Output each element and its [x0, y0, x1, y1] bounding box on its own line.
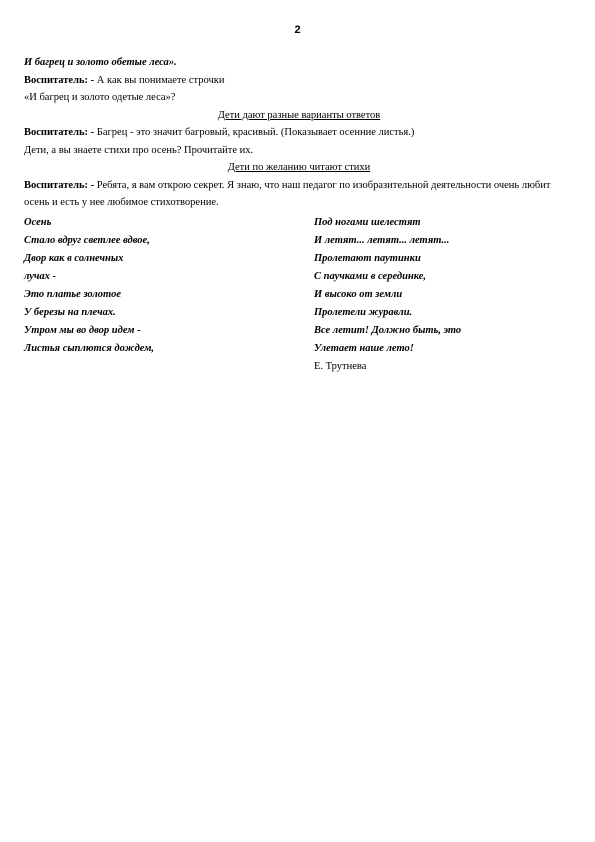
- stage-direction-answers: Дети дают разные варианты ответов: [217, 109, 381, 121]
- poem-line: У березы на плечах.: [24, 307, 116, 318]
- quote-question: «И багрец и золото одетые леса»?: [24, 92, 176, 103]
- poem-left-column: [24, 214, 294, 358]
- teacher-secret-text: Ребята, я вам открою секрет. Я знаю, что наш педагог по изобразительной деятельности очень любит осень и есть у нее любимое стихотворение.: [24, 179, 551, 208]
- poem-line: лучах -: [24, 271, 57, 282]
- speaker-label: Воспитатель: -: [24, 127, 95, 138]
- poem-line: И летят... летят... летят...: [314, 235, 450, 246]
- teacher-ask-poems: Дети, а вы знаете стихи про осень? Прочитайте их.: [24, 144, 254, 156]
- poem-line: Улетает наше лето!: [314, 343, 414, 354]
- poem-author: Е. Трутнева: [314, 361, 367, 372]
- poem-line: С паучками в серединке,: [314, 271, 427, 282]
- teacher-question: [24, 72, 574, 90]
- teacher-explanation-text: Багрец - это значит багровый, красивый. (Показывает осенние листья.): [96, 127, 415, 138]
- quote-line: И багрец и золото обетые леса».: [24, 57, 177, 68]
- poem-line: Все летит! Должно быть, это: [314, 325, 462, 336]
- speaker-label: Воспитатель: -: [24, 179, 95, 191]
- teacher-question-text: А как вы понимаете строчки: [96, 74, 225, 86]
- dialogue-section: [24, 54, 574, 212]
- poem-line: Утром мы во двор идем -: [24, 325, 141, 336]
- poem-line: Это платье золотое: [24, 289, 121, 300]
- poem-right-column: [314, 214, 574, 376]
- stage-direction-poems: Дети по желанию читают стихи: [227, 162, 371, 173]
- teacher-secret: [24, 177, 574, 212]
- teacher-explanation: [24, 124, 574, 142]
- poem-line: Листья сыплются дождем,: [24, 343, 155, 354]
- speaker-label: Воспитатель: -: [24, 74, 95, 86]
- poem-line: Под ногами шелестят: [314, 217, 421, 228]
- poem-line: Пролетают паутинки: [314, 253, 421, 264]
- poem-line: Двор как в солнечных: [24, 253, 124, 264]
- poem-line: Стало вдруг светлее вдвое,: [24, 235, 150, 246]
- poem-line: Пролетели журавли.: [314, 307, 413, 318]
- page-number: 2: [294, 24, 301, 36]
- poem-title: Осень: [24, 217, 52, 228]
- poem-line: И высоко от земли: [314, 289, 403, 300]
